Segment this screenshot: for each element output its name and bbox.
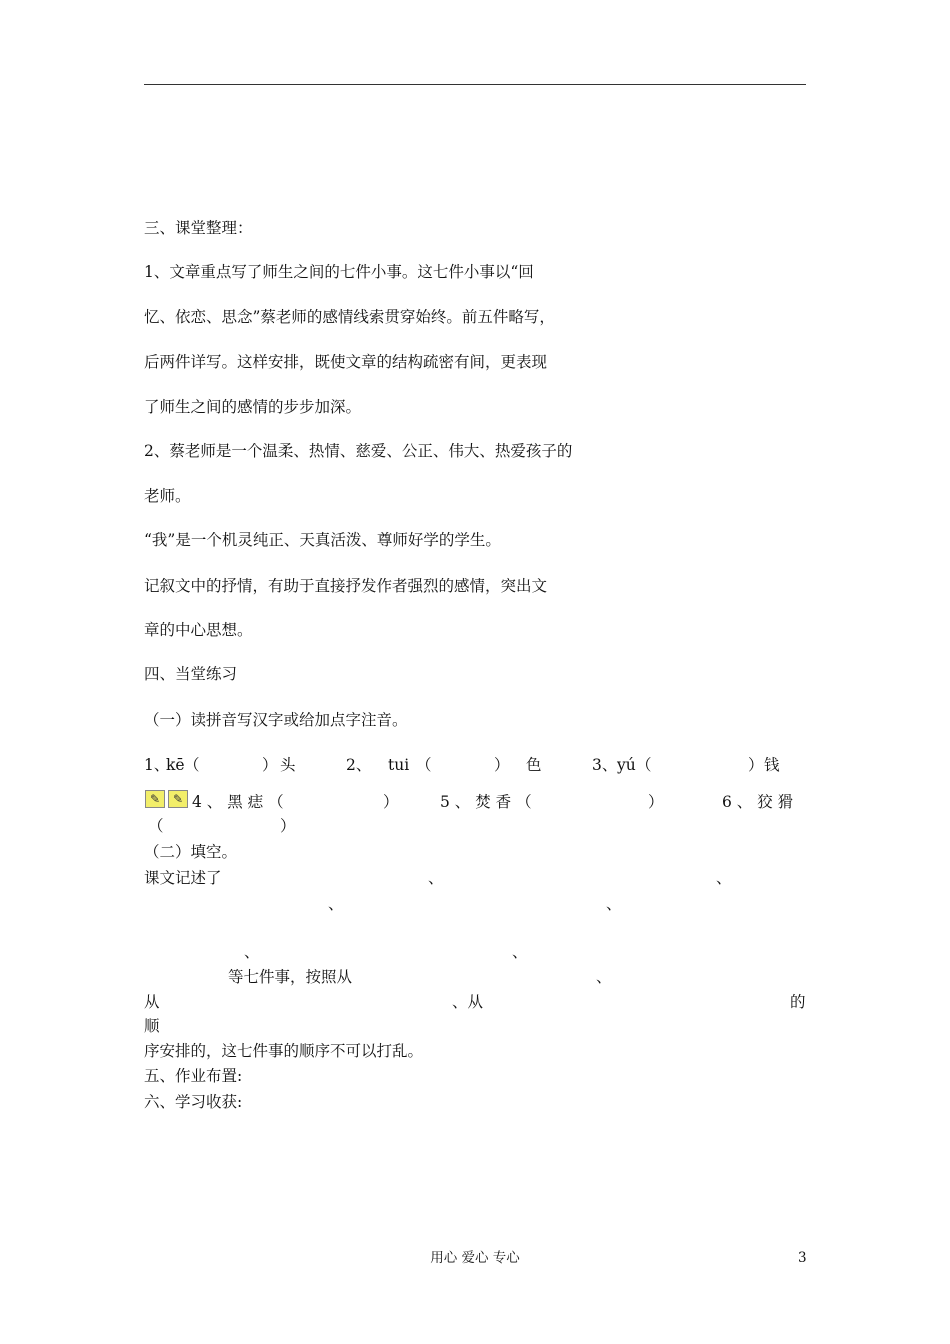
item5-label: 5 、 焚 香 （ (440, 793, 532, 811)
section6-heading: 六、学习收获: (144, 1093, 243, 1111)
item2-number: 2、 (346, 756, 372, 774)
item4-close-paren: ） (383, 793, 399, 811)
section3-heading: 三、课堂整理： (144, 219, 253, 237)
item1-close-paren: ） (262, 756, 278, 774)
item1-number: 1、 (144, 756, 170, 774)
item4-label: 4 、 黑 痣 （ (192, 793, 284, 811)
fill-separator: 、 (596, 968, 612, 986)
fill-separator: 、 (428, 869, 444, 887)
item6-open-paren: （ (148, 817, 164, 835)
fill-lead: 课文记述了 (144, 869, 222, 887)
section4-sub1: （一）读拼音写汉字或给加点字注音。 (144, 711, 408, 729)
fill-separator: 、 (716, 869, 732, 887)
item2-tail: 色 (526, 756, 542, 774)
section4-sub2: （二）填空。 (144, 843, 238, 861)
pencil-icon[interactable]: ✎ (145, 790, 165, 808)
fill-separator: 、 (606, 895, 622, 913)
section3-p1-line3: 后两件详写。这样安排，既使文章的结构疏密有间，更表现 (144, 353, 548, 371)
item1-open-paren: （ (184, 756, 200, 774)
item3-close-paren: ） (748, 756, 764, 774)
item3-tail: 钱 (764, 756, 780, 774)
item3-number: 3、 (592, 756, 618, 774)
header-rule (144, 84, 806, 85)
section3-p4-line2: 章的中心思想。 (144, 621, 253, 639)
item3-pinyin: yú (617, 756, 636, 774)
item1-pinyin: kē (166, 756, 185, 774)
section3-p1-line4: 了师生之间的感情的步步加深。 (144, 398, 362, 416)
fill-from: 从 (144, 993, 160, 1011)
section3-p4-line1: 记叙文中的抒情，有助于直接抒发作者强烈的感情，突出文 (144, 577, 548, 595)
fill-separator: 、 (328, 895, 344, 913)
fill-mid: 等七件事，按照从 (228, 968, 353, 986)
fill-from2: 、从 (452, 993, 484, 1011)
pencil-icon[interactable]: ✎ (168, 790, 188, 808)
item2-open-paren: （ (416, 756, 432, 774)
page-number: 3 (798, 1250, 807, 1266)
fill-tail: 序安排的，这七件事的顺序不可以打乱。 (144, 1042, 424, 1060)
item3-open-paren: （ (636, 756, 652, 774)
item2-close-paren: ） (494, 756, 510, 774)
section4-heading: 四、当堂练习 (144, 665, 238, 683)
section5-heading: 五、作业布置: (144, 1067, 243, 1085)
fill-shun: 顺 (144, 1017, 160, 1035)
section3-p2-line1: 2、蔡老师是一个温柔、热情、慈爱、公正、伟大、热爱孩子的 (144, 442, 573, 460)
item6-label: 6 、 狡 猾 (722, 793, 794, 811)
page-footer: 用心 爱心 专心 (430, 1250, 520, 1266)
section3-p2-line2: 老师。 (144, 487, 191, 505)
fill-separator: 、 (512, 943, 528, 961)
fill-separator: 、 (244, 943, 260, 961)
section3-p1-line2: 忆、依恋、思念”蔡老师的感情线索贯穿始终。前五件略写， (144, 308, 555, 326)
item1-tail: 头 (280, 756, 296, 774)
fill-de: 的 (790, 993, 806, 1011)
item2-pinyin: tui (388, 756, 410, 774)
section3-p3: “我”是一个机灵纯正、天真活泼、尊师好学的学生。 (144, 531, 501, 549)
item5-close-paren: ） (648, 793, 664, 811)
item6-close-paren: ） (280, 817, 296, 835)
section3-p1-line1: 1、文章重点写了师生之间的七件小事。这七件小事以“回 (144, 263, 534, 281)
